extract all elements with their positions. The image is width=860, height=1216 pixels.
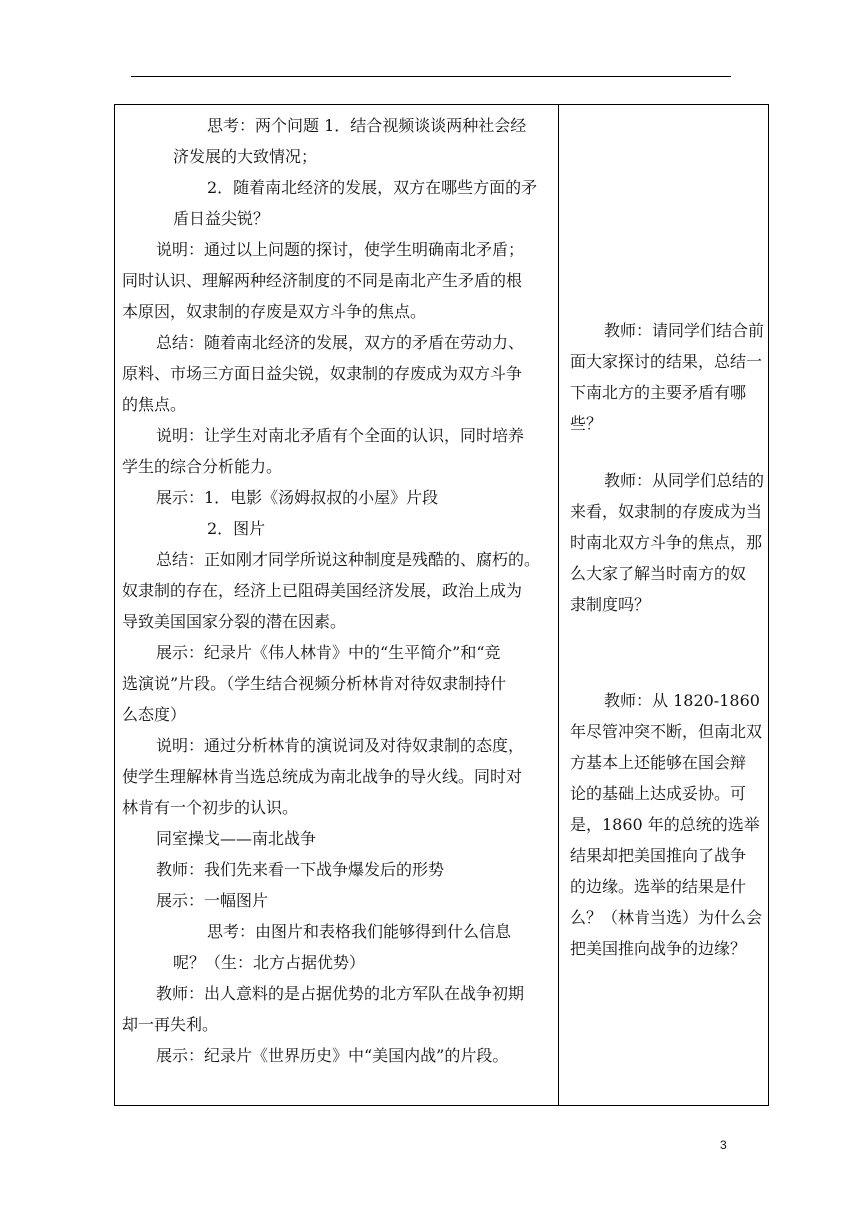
left-line: 的焦点。 [122, 395, 187, 414]
right-line: 论的基础上达成妥协。可 [570, 784, 747, 803]
left-line: 却一再失利。 [122, 1015, 219, 1034]
right-line: 么大家了解当时南方的奴 [570, 564, 747, 583]
right-line: 教师：请同学们结合前 [604, 321, 765, 340]
header-rule [131, 76, 731, 77]
left-line: 说明：通过以上问题的探讨，使学生明确南北矛盾； [156, 240, 525, 259]
left-line: 导致美国国家分裂的潜在因素。 [122, 612, 347, 631]
right-line: 隶制度吗？ [570, 595, 651, 614]
section-heading: 同室操戈——南北战争 [156, 829, 317, 848]
left-line: 原料、市场三方面日益尖锐，奴隶制的存废成为双方斗争 [122, 364, 523, 383]
left-line: 展示：纪录片《世界历史》中“美国内战”的片段。 [156, 1046, 509, 1065]
right-line: 把美国推向战争的边缘？ [570, 939, 747, 958]
right-line: 时南北双方斗争的焦点，那 [570, 533, 763, 552]
left-line: 学生的综合分析能力。 [122, 457, 283, 476]
right-line: 结果却把美国推向了战争 [570, 846, 747, 865]
left-line: 济发展的大致情况； [173, 147, 318, 166]
left-line: 总结：随着南北经济的发展，双方的矛盾在劳动力、 [156, 333, 525, 352]
right-line: 下南北方的主要矛盾有哪 [570, 383, 747, 402]
left-line: 总结：正如刚才同学所说这种制度是残酷的、腐朽的。 [156, 550, 541, 569]
left-line: 林肯有一个初步的认识。 [122, 798, 299, 817]
left-line: 同时认识、理解两种经济制度的不同是南北产生矛盾的根 [122, 271, 523, 290]
left-line: 盾日益尖锐？ [173, 209, 270, 228]
left-line: 说明：通过分析林肯的演说词及对待奴隶制的态度， [156, 736, 525, 755]
left-line: 思考：由图片和表格我们能够得到什么信息 [207, 922, 512, 941]
right-line: 面大家探讨的结果，总结一 [570, 352, 763, 371]
right-line: 来看，奴隶制的存废成为当 [570, 502, 763, 521]
right-line: 些？ [570, 414, 603, 433]
left-line: 教师：我们先来看一下战争爆发后的形势 [156, 860, 445, 879]
left-line: 使学生理解林肯当选总统成为南北战争的导火线。同时对 [122, 767, 523, 786]
left-line: 么态度） [122, 705, 187, 724]
left-line: 奴隶制的存在，经济上已阻碍美国经济发展，政治上成为 [122, 581, 523, 600]
left-line: 展示：一幅图片 [156, 891, 269, 910]
right-line: 是，1860 年的总统的选举 [570, 815, 760, 834]
right-line: 么？（林肯当选）为什么会 [570, 908, 763, 927]
left-line: 选演说”片段。（学生结合视频分析林肯对待奴隶制持什 [122, 674, 507, 693]
left-line: 展示：纪录片《伟人林肯》中的“生平简介”和“竞 [156, 643, 501, 662]
left-line: 呢？（生：北方占据优势） [173, 953, 366, 972]
left-line: 说明：让学生对南北矛盾有个全面的认识，同时培养 [156, 426, 525, 445]
left-line: 2．随着南北经济的发展，双方在哪些方面的矛 [207, 178, 538, 197]
left-line: 教师：出人意料的是占据优势的北方军队在战争初期 [156, 984, 525, 1003]
left-line: 展示：1．电影《汤姆叔叔的小屋》片段 [156, 488, 439, 507]
left-line: 2．图片 [207, 519, 266, 538]
right-line: 年尽管冲突不断，但南北双 [570, 722, 763, 741]
page-number: 3 [720, 1138, 727, 1152]
column-divider [558, 104, 559, 1106]
right-line: 教师：从同学们总结的 [604, 471, 765, 490]
left-line: 本原因，奴隶制的存废是双方斗争的焦点。 [122, 302, 427, 321]
right-line: 方基本上还能够在国会辩 [570, 753, 747, 772]
right-line: 的边缘。选举的结果是什 [570, 877, 747, 896]
left-line: 思考：两个问题 1．结合视频谈谈两种社会经 [207, 116, 527, 135]
right-line: 教师：从 1820-1860 [604, 691, 760, 710]
